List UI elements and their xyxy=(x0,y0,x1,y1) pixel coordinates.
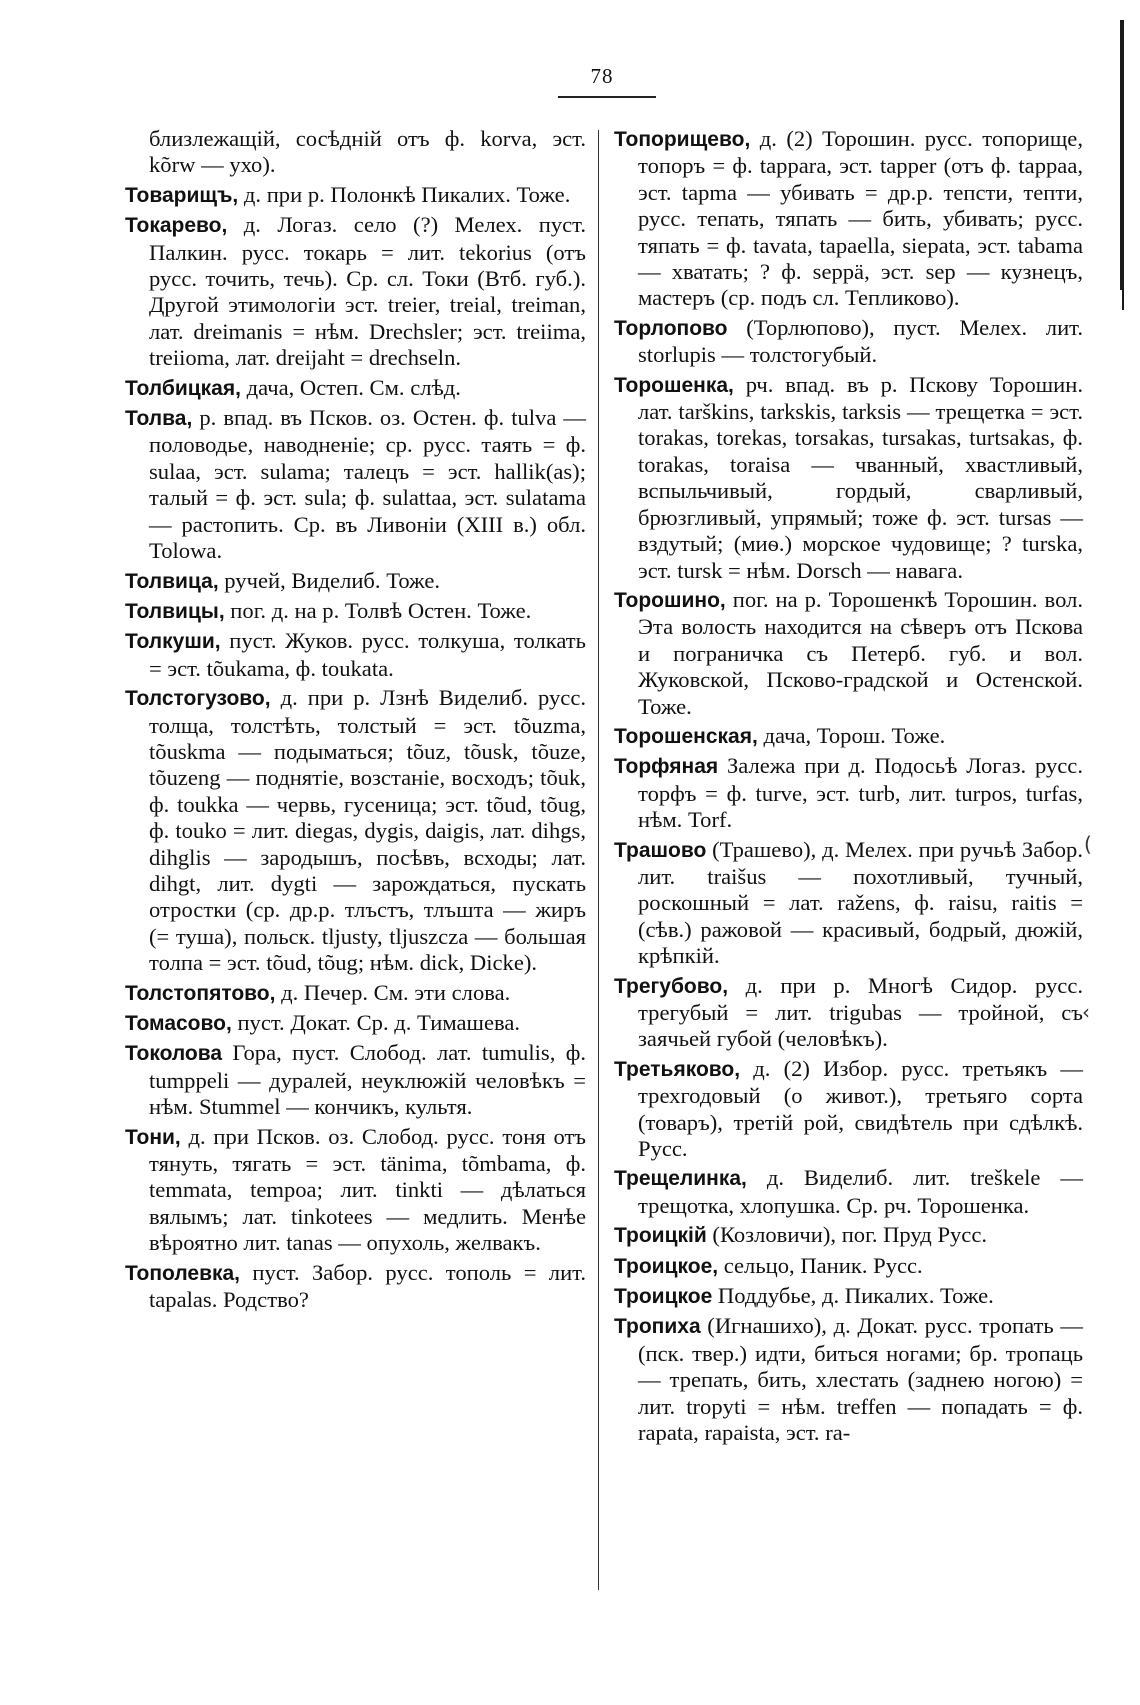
entry-headword: Торошенка, xyxy=(614,373,734,397)
entry-headword: Токолова xyxy=(125,1042,223,1066)
entry-text: д. (2) Избор. русс. третьякъ — трехгодовый (о живот.), третьяго сорта (товаръ), третій рой, свидѣтель при сдѣлкѣ. Русс. xyxy=(638,1055,1083,1162)
entry-headword: Толстогузово, xyxy=(125,687,271,711)
dictionary-entry xyxy=(614,723,1083,750)
dictionary-entry xyxy=(125,980,586,1007)
entry-text: дача, Остеп. См. слѣд. xyxy=(240,374,461,400)
entry-text: д. при Псков. оз. Слобод. русс. тоня отъ тянуть, тягать = эст. tänima, tõmbama, ф. temmata, tempoa; лит. tinkti — дѣлаться вялымъ; лат. tinkotees — медлить. Менѣе вѣроятно лит. tanas — опухоль, желвакъ. xyxy=(149,1123,586,1256)
dictionary-entry xyxy=(125,375,586,402)
margin-mark-1: ( xyxy=(1084,832,1092,856)
entry-text: пуст. Жуков. русс. толкуша, толкать = эст. tõukama, ф. toukata. xyxy=(149,628,586,681)
entry-text: д. (2) Торошин. русс. топорище, топоръ = ф. tapparа, эст. tapper (отъ ф. tappaa, эст. tapma — убивать = др.р. тепсти, тепти, русс. тепать, тяпать — бить, убивать; русс. тяпать = ф. tavata, tapaella, siepata, эст. tabama — хватать; ? ф. seppä, эст. sep — кузнецъ, мастеръ (ср. подъ сл. Тепликово). xyxy=(638,126,1083,311)
entry-text: дача, Торош. Тоже. xyxy=(757,722,946,748)
entry-text: д. Печер. См. эти слова. xyxy=(275,979,511,1005)
entry-headword: Тропиха xyxy=(614,1315,701,1339)
dictionary-entry xyxy=(125,182,586,209)
entry-text: д. при р. Полонкѣ Пикалих. Тоже. xyxy=(238,181,571,207)
entry-headword: Толбицкая, xyxy=(125,376,241,400)
entry-headword: Трашово xyxy=(614,838,707,862)
dictionary-entry xyxy=(614,1165,1083,1219)
dictionary-entry xyxy=(125,212,586,371)
entry-headword: Троицкое xyxy=(614,1285,713,1309)
dictionary-entry xyxy=(614,1253,1083,1280)
entry-headword: Толвица, xyxy=(125,569,219,593)
entry-headword: Толстопятово, xyxy=(125,981,276,1005)
right-column xyxy=(614,126,1083,1450)
entry-text: д. Логаз. село (?) Мелех. пуст. Палкин. русс. токарь = лит. tekorius (отъ русс. точить, течь). Ср. сл. Токи (Втб. губ.). Другой этимологіи эст. treier, treial, treiman, лат. dreimanis = нѣм. Drechsler; эст. treiima, treiioma, лат. dreijaht = drechseln. xyxy=(149,212,586,371)
entry-headword: Торфяная xyxy=(614,755,719,779)
column-divider xyxy=(598,130,599,1590)
entry-text: (Игнашихо), д. Докат. русс. тропать — (пск. твер.) идти, биться ногами; бр. тропаць — трепать, бить, хлестать (заднею ногою) = лит. tropyti = нѣм. treffen — попадать = ф. rapata, rapaista, эст. ra- xyxy=(638,1313,1083,1446)
entry-text: (Козловичи), пог. Пруд Русс. xyxy=(706,1222,988,1248)
entry-text: Гора, пуст. Слобод. лат. tumulis, ф. tumppeli — дуралей, неуклюжій человѣкъ = нѣм. Stummel — кончикъ, культя. xyxy=(149,1040,586,1120)
dictionary-entry xyxy=(614,372,1083,584)
dictionary-entry xyxy=(614,587,1083,720)
dictionary-entry xyxy=(125,568,586,595)
margin-mark-2: ‹ xyxy=(1082,1000,1090,1024)
dictionary-entry xyxy=(125,598,586,625)
dictionary-entry xyxy=(125,1040,586,1120)
entry-headword: Толкуши, xyxy=(125,630,221,654)
entry-headword: Третьяково, xyxy=(614,1057,741,1081)
entry-headword: Троицкій xyxy=(614,1224,707,1248)
dictionary-entry xyxy=(614,837,1083,970)
entry-text: пуст. Докат. Ср. д. Тимашева. xyxy=(231,1010,521,1035)
dictionary-entry xyxy=(125,1260,586,1314)
dictionary-entry xyxy=(614,1056,1083,1163)
page-number-rule xyxy=(558,96,656,98)
entry-text: д. Виделиб. лит. treškele — трещотка, хлопушка. Ср. рч. Торошенка. xyxy=(638,1165,1083,1218)
dictionary-entry xyxy=(125,685,586,976)
entry-headword: Товарищъ, xyxy=(125,183,239,207)
binding-edge xyxy=(1120,20,1124,290)
dictionary-entry xyxy=(614,1283,1083,1310)
dictionary-entry xyxy=(125,628,586,682)
entry-text: близлежащій, сосѣдній отъ ф. korva, эст. kõrw — ухо). xyxy=(149,126,586,178)
dictionary-entry xyxy=(614,753,1083,833)
entry-text: ручей, Виделиб. Тоже. xyxy=(218,567,441,593)
entry-headword: Торлопово xyxy=(614,316,728,340)
dictionary-entry xyxy=(614,1313,1083,1446)
entry-headword: Тополевка, xyxy=(125,1261,240,1285)
dictionary-entry xyxy=(614,973,1083,1053)
entry-headword: Тони, xyxy=(125,1125,181,1149)
dictionary-entry xyxy=(125,1010,586,1037)
dictionary-entry xyxy=(614,126,1083,312)
entry-text: пог. на р. Торошенкѣ Торошин. вол. Эта волость находится на сѣверъ отъ Пскова и пограничка съ Петерб. губ. и вол. Жуковской, Псково-градской и Остенской. Тоже. xyxy=(638,586,1083,719)
entry-text: сельцо, Паник. Русс. xyxy=(718,1252,923,1278)
dictionary-entry xyxy=(125,1124,586,1257)
entry-headword: Токарево, xyxy=(125,214,228,238)
entry-text: д. при р. Многѣ Сидор. русс. трегубый = лит. trigubas — тройной, съ заячьей губой (человѣкъ). xyxy=(638,972,1083,1052)
dictionary-entry xyxy=(125,126,586,179)
dictionary-entry xyxy=(614,315,1083,369)
binding-edge-tail xyxy=(1122,290,1124,310)
page-number: 78 xyxy=(590,64,614,88)
entry-headword: Толвицы, xyxy=(125,599,225,623)
entry-text: пуст. Забор. русс. тополь = лит. tapalas. Родство? xyxy=(149,1259,586,1313)
entry-text: пог. д. на р. Толвѣ Остен. Тоже. xyxy=(224,597,532,623)
entry-headword: Трещелинка, xyxy=(614,1167,747,1191)
entry-headword: Торошенская, xyxy=(614,724,758,748)
entry-text: (Трашево), д. Мелех. при ручьѣ Забор. лит. traišus — похотливый, тучный, роскошный = лат. ražens, ф. raisu, raitis = (сѣв.) ражовой — красивый, бодрый, дюжій, крѣпкій. xyxy=(638,836,1083,969)
entry-headword: Троицкое, xyxy=(614,1254,719,1278)
entry-text: д. при р. Лзнѣ Виделиб. русс. толща, толстѣть, толстый = эст. tõuzma, tõuskma — подыматься; tõuz, tõusk, tõuze, tõuzeng — поднятіе, возстаніе, восходъ; tõuk, ф. toukka — червь, гусеница; эст. tõud, tõug, ф. touko = лит. diegas, dygis, daigis, лат. dihgs, dihglis — зародышъ, посѣвъ, всходы; лат. dihgt, лит. dygti — зарождаться, пускать отростки (ср. др.р. тлъстъ, тлъшта — жиръ (= туша), польск. tljusty, tljuszcza — большая толпа = эст. tõud, tõug; нѣм. dick, Dicke). xyxy=(149,685,586,976)
entry-text: рч. впад. въ р. Пскову Торошин. лат. tarškins, tarkskis, tarksis — трещетка = эст. torakas, torekas, torsakas, tursakas, turtsakas, ф. torakas, toraisa — чванный, хвастливый, вспыльчивый, гордый, сварливый, брюзгливый, упрямый; тоже ф. эст. tursas — вздутый; (миѳ.) морское чудовище; ? turska, эст. tursk = нѣм. Dorsch — навага. xyxy=(638,371,1083,583)
entry-text: Поддубье, д. Пикалих. Тоже. xyxy=(712,1283,994,1309)
entry-text: (Торлюпово), пуст. Мелех. лит. storlupis — толстогубый. xyxy=(638,314,1083,368)
entry-text: р. впад. въ Псков. оз. Остен. ф. tulva — половодье, наводненіе; ср. русс. таять = ф. sulaa, эст. sulama; талецъ = эст. hallik(as); талый = ф. эст. sula; ф. sulattaa, эст. sulatama — растопить. Ср. въ Ливоніи (XIII в.) обл. Tolowa. xyxy=(149,405,586,564)
dictionary-entry xyxy=(614,1222,1083,1249)
entry-headword: Толва, xyxy=(125,407,193,431)
entry-text: Залежа при д. Подосьѣ Логаз. русс. торфъ = ф. turve, эст. turb, лит. turpos, turfas, нѣм. Torf. xyxy=(638,753,1083,833)
entry-headword: Трегубово, xyxy=(614,974,729,998)
left-column xyxy=(125,126,586,1316)
entry-headword: Торошино, xyxy=(614,588,726,612)
dictionary-entry xyxy=(125,405,586,564)
entry-headword: Томасово, xyxy=(125,1012,232,1035)
entry-headword: Топорищево, xyxy=(614,128,751,151)
